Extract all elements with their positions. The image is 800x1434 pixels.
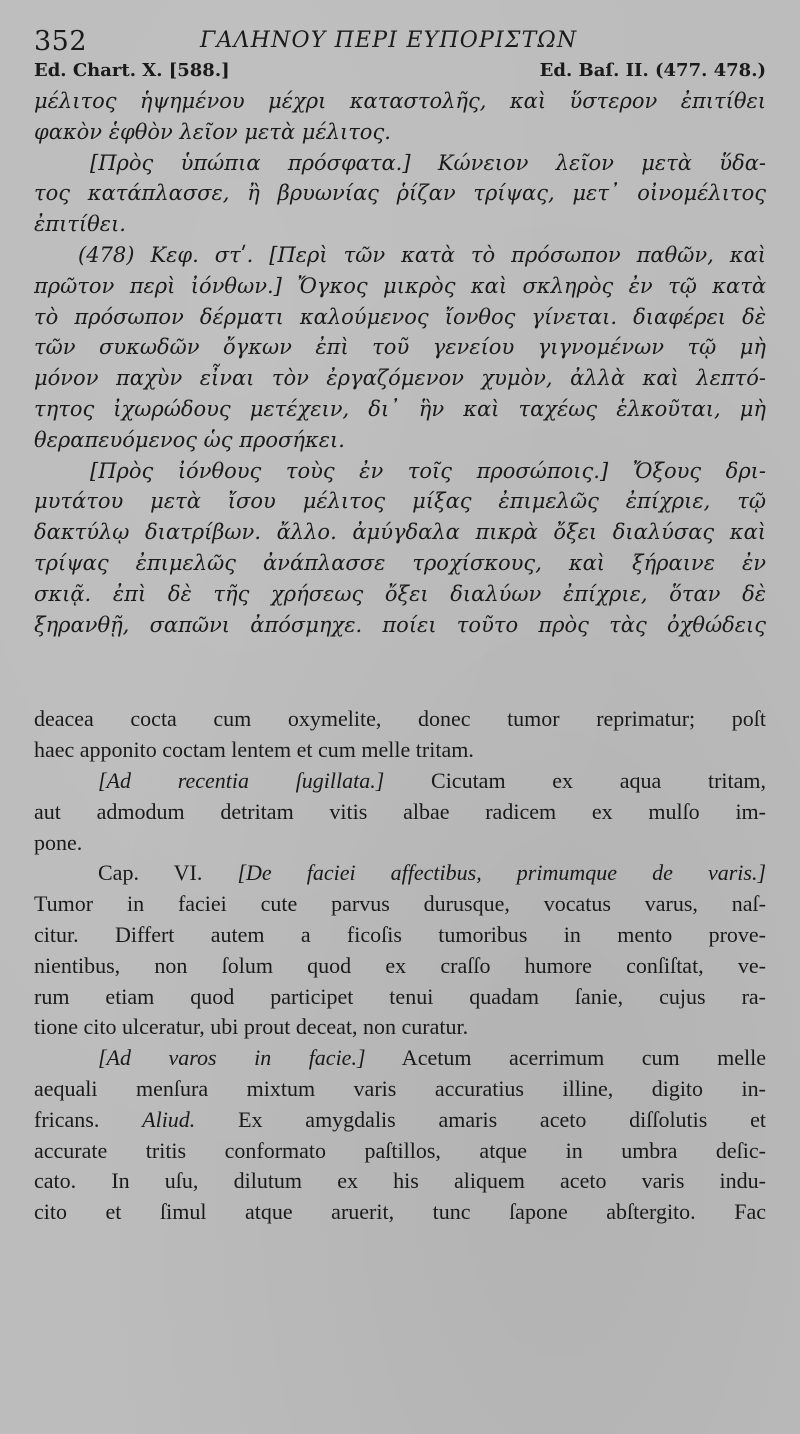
- text-run: Ex amygdalis amaris aceto diſſolutis et: [195, 1106, 766, 1132]
- greek-paragraph: [34, 148, 766, 179]
- text-line: Tumor in faciei cute parvus durusque, vocatus varus, naſ-: [34, 891, 766, 917]
- latin-paragraph: [34, 704, 766, 766]
- text-line: [34, 1105, 766, 1136]
- chapter-heading-line: [34, 858, 766, 889]
- latin-paragraph: [34, 858, 766, 1043]
- text-line: rum etiam quod participet tenui quadam ſanie, cujus ra-: [34, 983, 766, 1009]
- text-line: deacea cocta cum oxymelite, donec tumor reprimatur; poſt: [34, 706, 766, 732]
- text-line: nientibus, non ſolum quod ex craſſo humore conſiſtat, ve-: [34, 952, 766, 978]
- greek-text: [34, 86, 766, 640]
- text-line: [Πρὸς ὑπώπια πρόσφατα.] Κώνειον λεῖον μετὰ ὕδα-: [90, 150, 766, 175]
- text-line: pone.: [34, 829, 83, 855]
- text-line: cito et ſimul atque aruerit, tunc ſapone abſtergito. Fac: [34, 1199, 766, 1225]
- text-line: accurate tritis conformato paſtillos, atque in umbra deſic-: [34, 1137, 766, 1163]
- text-line: τὸ πρόσωπον δέρματι καλούμενος ἴονθος γίνεται. διαφέρει δὲ: [34, 304, 766, 329]
- text-line: μέλιτος ἡψημένου μέχρι καταστολῆς, καὶ ὕστερον ἐπιτίθει: [34, 89, 766, 113]
- text-line: citur. Differt autem a ficoſis tumoribus in mento prove-: [34, 921, 766, 947]
- text-line: aequali menſura mixtum varis accuratius illine, digito in-: [34, 1075, 766, 1101]
- chapter-number: Cap. VI.: [98, 860, 203, 886]
- text-run: Acetum acerrimum cum melle: [365, 1045, 766, 1071]
- greek-paragraph: [34, 86, 766, 148]
- edition-reference-left: Ed. Chart. X. [588.]: [34, 60, 230, 81]
- text-line: δακτύλῳ διατρίβων. ἄλλο. ἀμύγδαλα πικρὰ ὄξει διαλύσας καὶ: [34, 520, 766, 545]
- text-line: [34, 1043, 766, 1074]
- text-line: πρῶτον περὶ ἰόνθων.] Ὄγκος μικρὸς καὶ σκληρὸς ἐν τῷ κατὰ: [34, 273, 766, 298]
- text-line: ξηρανθῇ, σαπῶνι ἀπόσμηχε. ποίει τοῦτο πρὸς τὰς ὀχθώδεις: [34, 612, 766, 637]
- text-line: σκιᾷ. ἐπὶ δὲ τῆς χρήσεως ὄξει διαλύων ἐπίχριε, ὅταν δὲ: [34, 581, 766, 606]
- page-number: 352: [34, 26, 88, 57]
- rubric: [De faciei affectibus, primumque de varis.]: [237, 860, 766, 886]
- text-run: Cicutam ex aqua tritam,: [384, 767, 767, 793]
- rubric: [Ad varos in facie.]: [98, 1045, 366, 1071]
- section-gap: [34, 640, 766, 700]
- text-line: θεραπευόμενος ὡς προσήκει.: [34, 427, 345, 452]
- edition-reference-right: Ed. Baſ. II. (477. 478.): [539, 60, 766, 81]
- greek-paragraph: [34, 456, 766, 487]
- running-head: [34, 22, 766, 60]
- text-line: (478) Κεφ. στʹ. [Περὶ τῶν κατὰ τὸ πρόσωπον παθῶν, καὶ: [78, 242, 766, 267]
- text-line: μόνον παχὺν εἶναι τὸν ἐργαζόμενον χυμὸν, ἀλλὰ καὶ λεπτό-: [34, 366, 766, 391]
- text-line: aut admodum detritam vitis albae radicem ex mulſo im-: [34, 798, 766, 824]
- greek-paragraph-cont: [34, 178, 766, 240]
- latin-paragraph: [34, 1043, 766, 1228]
- rubric: [Ad recentia ſugillata.]: [98, 767, 385, 793]
- text-line: τητος ἰχωρώδους μετέχειν, δι᾽ ἣν καὶ ταχέως ἑλκοῦται, μὴ: [34, 396, 766, 421]
- text-line: τῶν συκωδῶν ὄγκων ἐπὶ τοῦ γενείου γιγνομένων τῷ μὴ: [34, 335, 766, 360]
- edition-reference-line: [34, 60, 766, 86]
- running-title: ΓΑΛΗΝΟΥ ΠΕΡΙ ΕΥΠΟΡΙΣΤΩΝ: [200, 28, 578, 53]
- greek-paragraph: [34, 271, 766, 456]
- latin-paragraph: [34, 766, 766, 858]
- text-line: tione cito ulceratur, ubi prout deceat, non curatur.: [34, 1014, 469, 1040]
- text-line: [Πρὸς ἰόνθους τοὺς ἐν τοῖς προσώποις.] Ὄξους δρι-: [90, 458, 766, 483]
- text-run: fricans.: [34, 1106, 100, 1132]
- latin-text: [34, 700, 766, 1228]
- text-line: ἐπιτίθει.: [34, 212, 126, 237]
- greek-paragraph-cont: [34, 486, 766, 640]
- text-line: [34, 766, 766, 797]
- text-line: τος κατάπλασσε, ἢ βρυωνίας ῥίζαν τρίψας, μετ᾽ οἰνομέλιτος: [34, 181, 766, 206]
- text-line: haec apponito coctam lentem et cum melle tritam.: [34, 737, 474, 763]
- aliud-label: Aliud.: [142, 1106, 196, 1132]
- greek-chapter-heading: [34, 240, 766, 271]
- text-line: μυτάτου μετὰ ἴσου μέλιτος μίξας ἐπιμελῶς ἐπίχριε, τῷ: [34, 489, 766, 514]
- text-line: φακὸν ἑφθὸν λεῖον μετὰ μέλιτος.: [34, 119, 391, 144]
- text-line: cato. In uſu, dilutum ex his aliquem aceto varis indu-: [34, 1168, 766, 1194]
- text-line: τρίψας ἐπιμελῶς ἀνάπλασσε τροχίσκους, καὶ ξήραινε ἐν: [34, 550, 766, 575]
